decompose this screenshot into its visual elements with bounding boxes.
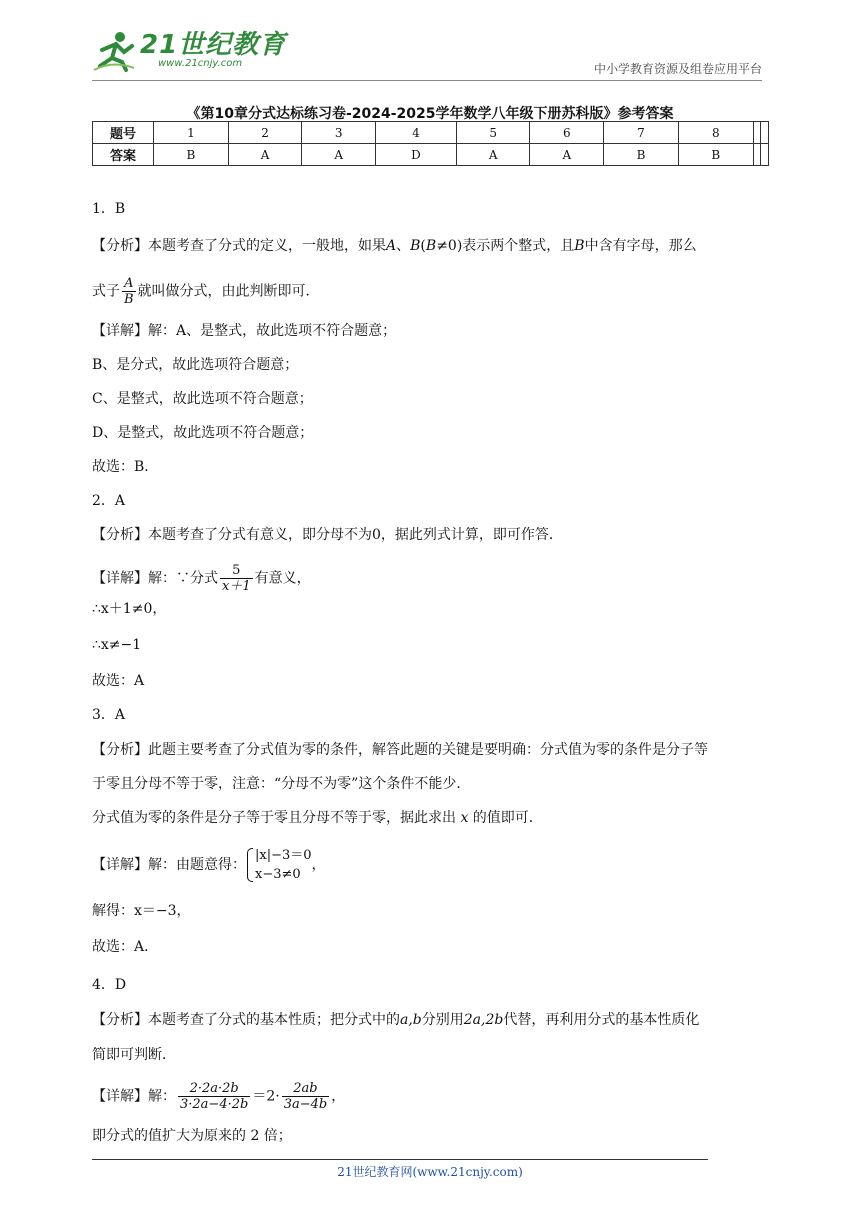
logo-text: 21世纪教育 — [140, 30, 287, 60]
math-expr: ， — [331, 1088, 346, 1105]
platform-label: 中小学教育资源及组卷应用平台 — [593, 62, 762, 76]
table-cell: A — [302, 144, 376, 166]
site-logo — [92, 30, 286, 72]
detail-label: 【详解】 — [92, 857, 148, 873]
q1-detail-c: C、是整式，故此选项不符合题意； — [92, 391, 313, 407]
table-cell — [753, 122, 761, 144]
math-expr: B — [410, 238, 421, 254]
answer-row — [93, 144, 769, 166]
detail-label: 【详解】 — [92, 323, 148, 339]
table-cell: 7 — [604, 122, 679, 144]
fraction-lhs: $\frac{2\cdot 2a\cdot 2b}{3\cdot 2a-4\cdot 2b}$ — [180, 1081, 249, 1112]
analysis-label: 【分析】 — [92, 742, 148, 758]
q4-analysis — [92, 1011, 699, 1029]
table-cell: A — [456, 144, 530, 166]
detail-text: 解：由题意得： — [148, 857, 246, 873]
q1-detail-b: B、是分式，故此选项符合题意； — [92, 357, 299, 373]
table-cell: A — [530, 144, 604, 166]
analysis-text: 中含有字母，那么 — [584, 238, 697, 254]
table-cell — [753, 144, 761, 166]
table-cell: 4 — [376, 122, 457, 144]
q2-step1: ∴x＋1≠0， — [92, 601, 167, 617]
row-header-answer: 答案 — [93, 144, 154, 166]
table-cell: B — [678, 144, 753, 166]
math-expr: ＝2· — [252, 1088, 280, 1105]
q3-analysis-cont2 — [92, 809, 543, 827]
table-cell — [761, 122, 769, 144]
math-expr: (B≠0) — [420, 238, 463, 254]
q2-step2: ∴x≠−1 — [92, 637, 142, 653]
q1-choose: 故选：B． — [92, 459, 159, 475]
table-cell — [761, 144, 769, 166]
equation-system: |x|−3＝0 x−3≠0 — [246, 846, 312, 884]
row-header-number: 题号 — [93, 122, 154, 144]
header-divider — [92, 80, 762, 81]
analysis-text: 本题考查了分式有意义，即分母不为0，据此列式计算，即可作答． — [148, 527, 563, 543]
detail-label: 【详解】 — [92, 1088, 148, 1105]
detail-label: 【详解】 — [92, 570, 148, 587]
fraction-5-over-x-plus-1: $\frac{5}{x+1}$ — [222, 563, 251, 594]
question-number-row — [93, 122, 769, 144]
detail-text: 解： — [148, 1088, 176, 1105]
analysis-text: 此题主要考查了分式值为零的条件，解答此题的关键是要明确：分式值为零的条件是分子等 — [148, 742, 708, 758]
q1-heading: 1．B — [92, 201, 126, 217]
q2-choose: 故选：A — [92, 673, 145, 689]
table-cell: 5 — [456, 122, 530, 144]
math-expr: 2a,2b — [463, 1012, 504, 1028]
q3-analysis — [92, 741, 708, 759]
table-cell: 8 — [678, 122, 753, 144]
q3-choose: 故选：A． — [92, 939, 159, 955]
page-header — [92, 30, 762, 78]
q1-analysis-cont — [92, 276, 320, 307]
analysis-text: 代替，再利用分式的基本性质化 — [503, 1012, 700, 1028]
fraction-a-over-b: $\frac{A}{B}$ — [124, 276, 134, 307]
analysis-text: 本题考查了分式的基本性质；把分式中的 — [148, 1012, 400, 1028]
detail-text: 解：∵分式 — [148, 570, 218, 587]
analysis-text: 的值即可． — [472, 810, 543, 826]
q1-detail-d: D、是整式，故此选项不符合题意； — [92, 425, 314, 441]
table-cell: D — [376, 144, 457, 166]
table-cell: 1 — [154, 122, 229, 144]
table-cell: B — [604, 144, 679, 166]
math-expr: B — [574, 238, 585, 254]
analysis-text: 式子 — [92, 283, 120, 300]
table-cell: 2 — [228, 122, 302, 144]
q2-analysis — [92, 526, 563, 544]
detail-text: 解：A、是整式，故此选项不符合题意； — [148, 323, 397, 339]
q3-detail: 【详解】解：由题意得： |x|−3＝0 x−3≠0 ， — [92, 848, 326, 882]
q4-conclusion: 即分式的值扩大为原来的 2 倍； — [92, 1128, 292, 1144]
table-cell: B — [154, 144, 229, 166]
q4-detail — [92, 1081, 345, 1112]
table-cell: 6 — [530, 122, 604, 144]
analysis-text: 就叫做分式，由此判断即可． — [137, 283, 320, 300]
analysis-text: 表示两个整式，且 — [462, 238, 575, 254]
q3-heading: 3．A — [92, 707, 126, 723]
analysis-text: 分式值为零的条件是分子等于零且分母不等于零，据此求出 — [92, 810, 456, 826]
footer-link[interactable]: 21世纪教育网(www.21cnjy.com) — [337, 1165, 523, 1179]
q1-detail — [92, 322, 396, 340]
analysis-label: 【分析】 — [92, 1012, 148, 1028]
q4-analysis-cont: 简即可判断． — [92, 1047, 176, 1063]
detail-text: 有意义， — [254, 570, 311, 587]
footer-divider — [92, 1159, 708, 1160]
analysis-text: 本题考查了分式的定义，一般地，如果 — [148, 238, 386, 254]
analysis-label: 【分析】 — [92, 527, 148, 543]
table-cell: 3 — [302, 122, 376, 144]
math-expr: x — [456, 810, 473, 826]
logo-url: www.21cnjy.com — [158, 58, 243, 69]
document-title: 《第10章分式达标练习卷-2024-2025学年数学八年级下册苏科版》参考答案 — [186, 106, 674, 122]
math-expr: A — [386, 238, 397, 254]
analysis-label: 【分析】 — [92, 238, 148, 254]
q3-solve: 解得：x＝−3， — [92, 903, 191, 919]
math-expr: a,b — [400, 1012, 422, 1028]
runner-logo-icon — [92, 30, 136, 72]
analysis-text: 分别用 — [421, 1012, 464, 1028]
fraction-rhs: $\frac{2ab}{3a-4b}$ — [283, 1081, 328, 1112]
table-cell: A — [228, 144, 302, 166]
q2-heading: 2．A — [92, 493, 126, 509]
q2-detail — [92, 563, 311, 594]
q4-heading: 4．D — [92, 977, 127, 993]
q3-analysis-cont: 于零且分母不等于零，注意：“分母不为零”这个条件不能少． — [92, 776, 471, 792]
answer-table — [92, 121, 769, 166]
q1-analysis: 【分析】本题考查了分式的定义，一般地，如果A、B(B≠0)表示两个整式，且B中含有字母，那么 — [92, 238, 697, 254]
